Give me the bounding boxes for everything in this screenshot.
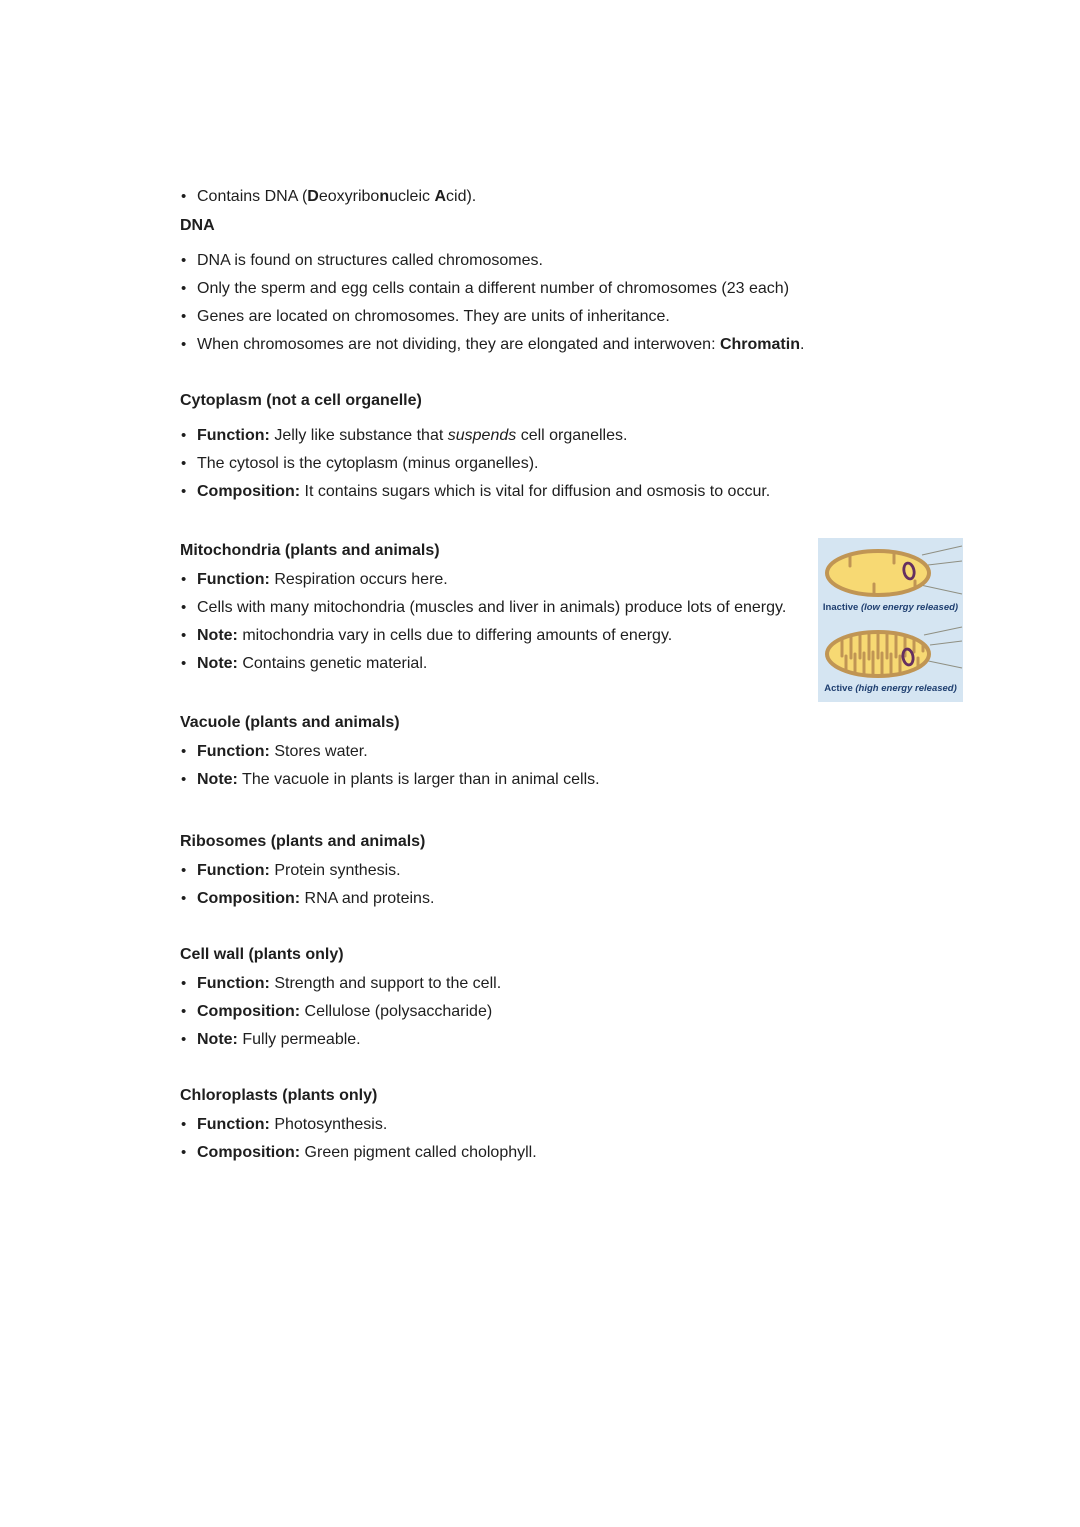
text-run: Composition: — [197, 1003, 301, 1020]
section-heading: DNA — [180, 217, 215, 234]
figure-caption-detail: (low energy released) — [860, 602, 959, 613]
text-run: n — [379, 188, 390, 205]
bullet-item — [180, 888, 880, 909]
bullet-item — [180, 186, 880, 207]
text-run: Contains genetic material. — [237, 655, 428, 672]
text-run: Note: — [197, 771, 238, 788]
text-run: Function: — [197, 975, 270, 992]
text-run: Chromatin — [719, 336, 800, 353]
bullet-item — [180, 625, 792, 646]
text-run: When chromosomes are not dividing, they are elongated and interwoven: — [197, 336, 720, 353]
text-run: Function: — [197, 862, 270, 879]
text-run: Note: — [197, 1031, 238, 1048]
section-mitochondria — [180, 540, 792, 674]
bullet-item — [180, 973, 880, 994]
bullet-item — [180, 1114, 880, 1135]
text-run: cid). — [446, 188, 477, 205]
text-run: The vacuole in plants is larger than in animal cells. — [237, 771, 600, 788]
text-run: Stores water. — [269, 743, 368, 760]
text-run: Only the sperm and egg cells contain a different number of chromosomes (23 each) — [197, 280, 790, 297]
section-heading: Chloroplasts (plants only) — [180, 1087, 378, 1104]
mitochondria-figure — [818, 538, 963, 702]
section-heading: Mitochondria (plants and animals) — [180, 542, 440, 559]
text-run: Cellulose (polysaccharide) — [300, 1003, 493, 1020]
text-run: mitochondria vary in cells due to differing amounts of energy. — [237, 627, 673, 644]
section-cytoplasm — [180, 390, 880, 502]
text-run: Composition: — [197, 890, 301, 907]
figure-caption — [818, 683, 963, 694]
bullet-item — [180, 653, 792, 674]
section-heading: Cytoplasm (not a cell organelle) — [180, 392, 422, 409]
text-run: Function: — [197, 571, 270, 588]
text-run: cell organelles. — [516, 427, 628, 444]
bullet-item — [180, 306, 880, 327]
text-run: DNA is found on structures called chromosomes. — [197, 252, 543, 269]
text-run: It contains sugars which is vital for diffusion and osmosis to occur. — [300, 483, 771, 500]
section-heading: Cell wall (plants only) — [180, 946, 344, 963]
section-cellwall — [180, 944, 880, 1050]
section-chloroplasts — [180, 1085, 880, 1163]
section-ribosomes — [180, 831, 880, 909]
text-run: D — [307, 188, 319, 205]
bullet-item — [180, 334, 880, 355]
text-run: eoxyribo — [318, 188, 380, 205]
figure-caption — [818, 602, 963, 613]
bullet-item — [180, 1142, 880, 1163]
bullet-item — [180, 481, 880, 502]
text-run: A — [434, 188, 447, 205]
text-run: Protein synthesis. — [269, 862, 401, 879]
bullet-item — [180, 741, 880, 762]
text-run: Genes are located on chromosomes. They are units of inheritance. — [197, 308, 670, 325]
text-run: Fully permeable. — [237, 1031, 361, 1048]
text-run: Strength and support to the cell. — [269, 975, 502, 992]
bullet-item — [180, 1029, 880, 1050]
text-run: Jelly like substance that — [269, 427, 448, 444]
text-run: Contains DNA ( — [197, 188, 308, 205]
bullet-item — [180, 453, 880, 474]
text-run: . — [799, 336, 805, 353]
text-run: Function: — [197, 1116, 270, 1133]
figure-caption-detail: (high energy released) — [855, 683, 957, 694]
bullet-item — [180, 769, 880, 790]
text-run: RNA and proteins. — [300, 890, 435, 907]
bullet-item — [180, 569, 792, 590]
text-run: Green pigment called cholophyll. — [300, 1144, 537, 1161]
bullet-item — [180, 860, 880, 881]
figure-caption-state: Active — [824, 683, 853, 694]
sections — [180, 186, 880, 1170]
text-run: Note: — [197, 655, 238, 672]
bullet-item — [180, 425, 880, 446]
section-vacuole — [180, 712, 880, 790]
text-run: Composition: — [197, 483, 301, 500]
text-run: The cytosol is the cytoplasm (minus organelles). — [197, 455, 539, 472]
section-dna — [180, 215, 880, 355]
text-run: suspends — [447, 427, 517, 444]
bullet-item — [180, 1001, 880, 1022]
bullet-item — [180, 250, 880, 271]
bullet-item — [180, 278, 880, 299]
inactive-mitochondrion-illustration — [818, 544, 963, 600]
text-run: Respiration occurs here. — [269, 571, 448, 588]
text-run: ucleic — [389, 188, 435, 205]
active-mitochondrion-illustration — [818, 625, 963, 681]
text-run: Composition: — [197, 1144, 301, 1161]
section-heading: Vacuole (plants and animals) — [180, 714, 400, 731]
section-intro — [180, 186, 880, 207]
section-heading: Ribosomes (plants and animals) — [180, 833, 426, 850]
text-run: Note: — [197, 627, 238, 644]
text-run: Function: — [197, 743, 270, 760]
text-run: Cells with many mitochondria (muscles and liver in animals) produce lots of energy. — [197, 599, 787, 616]
text-run: Photosynthesis. — [269, 1116, 388, 1133]
figure-caption-state: Inactive — [822, 602, 859, 613]
bullet-item — [180, 597, 792, 618]
text-run: Function: — [197, 427, 270, 444]
